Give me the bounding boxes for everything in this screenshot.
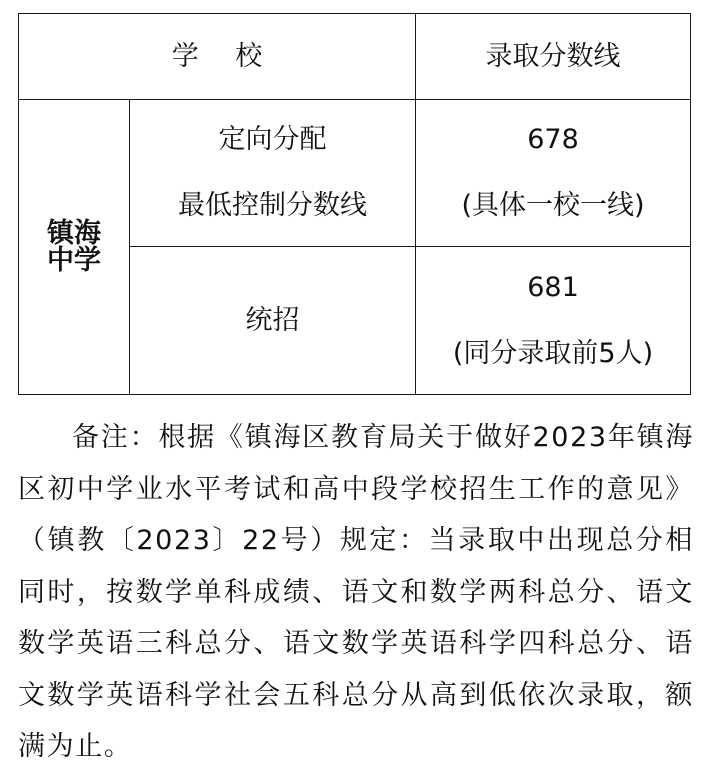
header-school: 学 校 xyxy=(19,14,416,100)
score-general-admission xyxy=(416,247,691,395)
admission-score-table xyxy=(18,13,691,395)
remarks-paragraph: 备注：根据《镇海区教育局关于做好2023年镇海区初中学业水平考试和高中段学校招生工作的意见》（镇教〔2023〕22号）规定：当录取中出现总分相同时，按数学单科成绩、语文和数学两科总分、语文数学英语三科总分、语文数学英语科学四科总分、语文数学英语科学社会五科总分从高到低依次录取，额满为止。 xyxy=(18,422,694,762)
category-general-admission: 统招 xyxy=(130,247,416,395)
school-name-cell xyxy=(19,100,130,395)
score-value: 681 xyxy=(527,271,579,303)
category-line1: 定向分配 xyxy=(218,124,327,155)
category-line2: 最低控制分数线 xyxy=(178,190,367,221)
table-header-row xyxy=(19,14,691,100)
table-row-directed-allocation xyxy=(19,100,691,247)
school-name-line2: 中学 xyxy=(47,245,101,276)
category-directed-allocation xyxy=(130,100,416,247)
score-note: (同分录取前5人) xyxy=(452,337,654,369)
score-directed-allocation xyxy=(416,100,691,247)
header-score: 录取分数线 xyxy=(416,14,691,100)
score-note: (具体一校一线) xyxy=(461,190,645,221)
score-value: 678 xyxy=(527,124,579,155)
school-name-line1: 镇海 xyxy=(47,218,101,249)
